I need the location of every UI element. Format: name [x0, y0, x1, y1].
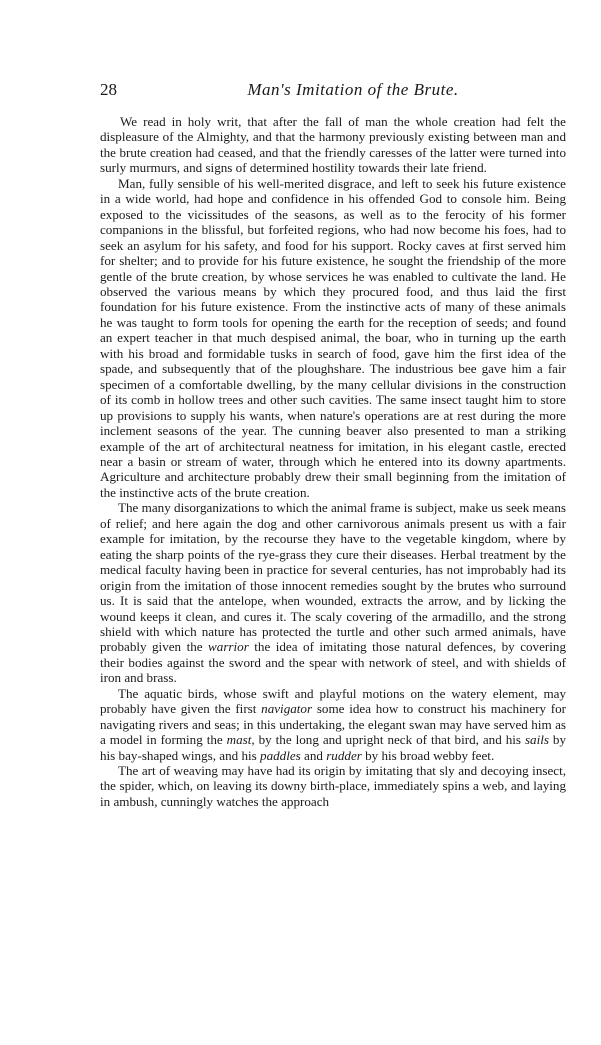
italic-term: paddles: [260, 747, 301, 763]
text-segment: The aquatic birds, whose swift and playful motions on the watery element, may probably have given the first: [100, 685, 566, 717]
text-segment: The art of weaving may have had its origin by imitating that sly and decoying insect, the spider, which, on leaving its downy birth-place, immediately spins a web, and laying in ambush, cunningly watches the approach: [100, 763, 566, 809]
text-segment: We read in holy writ, that after the fall of man the whole creation had felt the displeasure of the Almighty, and that the harmony previously existing between man and the brute creation had ceased, and that the friendly caresses of the latter were turned into surly murmurs, and signs of determined hostility towards their late friend.: [100, 114, 566, 176]
italic-term: sails: [524, 732, 549, 748]
text-segment: The many disorganizations to which the animal frame is subject, make us seek means of relief; and here again the dog and other carnivorous animals present us with a fair example for imitation, by the recourse they have to the vegetable kingdom, where by eating the sharp points of the rye-grass they cure their diseases. Herbal treatment by the medical faculty having been in practice for several centuries, has not improbably had its origin from the imitation of those innocent remedies sought by the brutes who surround us. It is said that the antelope, when wounded, extracts the arrow, and by licking the wound keeps it clean, and cures it. The scaly covering of the armadillo, and the strong shield with which nature has protected the turtle and other such armed animals, have probably given the: [100, 500, 566, 655]
paragraph: [100, 763, 566, 809]
italic-term: mast: [226, 732, 252, 748]
paragraph: [100, 500, 566, 685]
paragraph: [100, 176, 566, 501]
text-segment: , by the long and upright neck of that bird, and his: [251, 732, 525, 748]
italic-term: navigator: [261, 701, 313, 717]
text-segment: the idea of imitating those natural defences, by covering their bodies against the sword and the spear with network of steel, and with shields of iron and brass.: [100, 639, 566, 686]
italic-term: warrior: [208, 639, 249, 655]
paragraph: [100, 114, 566, 176]
running-title: Man's Imitation of the Brute.: [247, 80, 459, 99]
text-segment: and: [300, 747, 327, 763]
text-segment: some idea how to construct his machinery for navigating rivers and seas; in this undertaking, the elegant swan may have served him as a model in forming the: [100, 701, 566, 748]
page-number: 28: [100, 80, 117, 99]
text-segment: by his bay-shaped wings, and his: [100, 732, 566, 763]
text-segment: by his broad webby feet.: [361, 747, 495, 763]
paragraph: [100, 686, 566, 763]
book-page: [100, 80, 566, 809]
italic-term: rudder: [326, 747, 362, 763]
body-text: [100, 114, 566, 809]
page-header: [100, 80, 566, 104]
text-segment: Man, fully sensible of his well-merited disgrace, and left to seek his future existence in a wide world, had hope and confidence in his offended God to console him. Being exposed to the vicissitudes of the seasons, as well as to the ferocity of his former companions in the blissful, but forfeited regions, who had now become his foes, had to seek an asylum for his safety, and food for his support. Rocky caves at first served him for shelter; and to provide for his future existence, he sought the friendship of the more gentle of the brute creation, by whose services he was enabled to cultivate the land. He observed the various means by which they procured food, and thus laid the first foundation for his future existence. From the instinctive acts of many of these animals he was taught to form tools for opening the earth for the reception of seeds; and found an expert teacher in that much despised animal, the boar, who in turning up the earth with his broad and formidable tusks in search of food, gave him the first idea of the spade, and subsequently that of the ploughshare. The industrious bee gave him a fair specimen of a comfortable dwelling, by the many cellular divisions in the construction of its comb in hollow trees and other such cavities. The same insect taught him to store up provisions to supply his wants, when nature's operations are at rest during the more inclement seasons of the year. The cunning beaver also presented to man a striking example of the art of architectural neatness for imitation, in his elegant castle, erected near a basin or stream of water, through which he entered into its downy apartments. Agriculture and architecture probably drew their small beginning from the imitation of the instinctive acts of the brute creation.: [100, 175, 566, 500]
